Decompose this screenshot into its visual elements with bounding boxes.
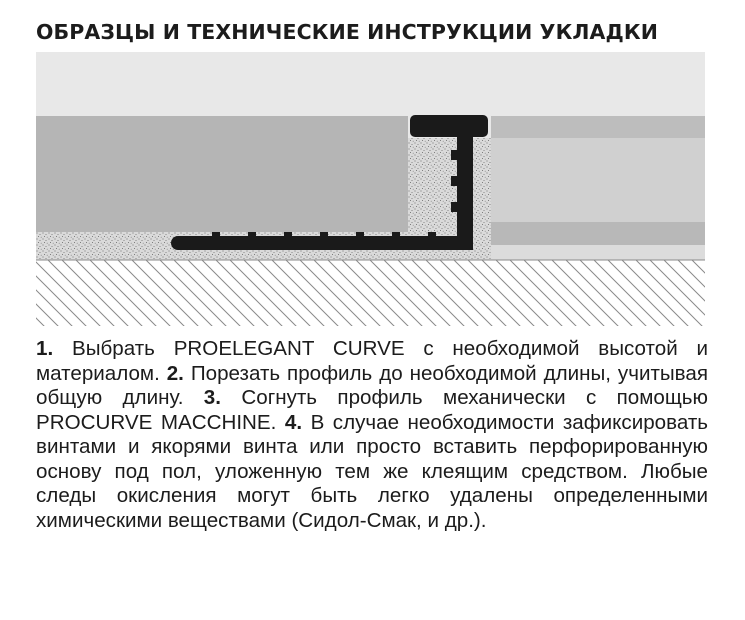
subfloor [36, 260, 705, 326]
right-floor-tile [491, 116, 705, 138]
right-tile-base [491, 222, 705, 245]
page-title: ОБРАЗЦЫ И ТЕХНИЧЕСКИЕ ИНСТРУКЦИИ УКЛАДКИ [36, 20, 658, 44]
step-1-number: 1. [36, 337, 54, 360]
profile-installation-diagram [36, 52, 705, 326]
profile-cap [410, 115, 488, 137]
step-3-text: Согнуть профиль механически с помощью PROCURVE MACCHINE. [36, 386, 708, 434]
step-1-text: Выбрать PROELEGANT CURVE с необходимой высотой и материалом. [36, 337, 708, 385]
installation-instructions [36, 337, 708, 533]
adhesive-right [491, 245, 705, 260]
step-2-text: Порезать профиль до необходимой длины, учитывая общую длину. [36, 361, 708, 409]
right-tile-face [491, 138, 705, 222]
step-4-number: 4. [284, 410, 303, 434]
left-floor-tile [36, 116, 408, 232]
profile-base [171, 236, 473, 250]
profile-stem [457, 132, 473, 250]
step-4-text: В случае необходимости зафиксировать винтами и якорями винта или просто вставить перфорированную основу под пол, уложенную тем же клеящим средством. Любые следы окисления могут быть легко удалены определенными химическими веществами (Сидол-Смак, и др.). [36, 410, 708, 532]
step-3-number: 3. [203, 386, 221, 409]
step-2-number: 2. [166, 361, 184, 385]
